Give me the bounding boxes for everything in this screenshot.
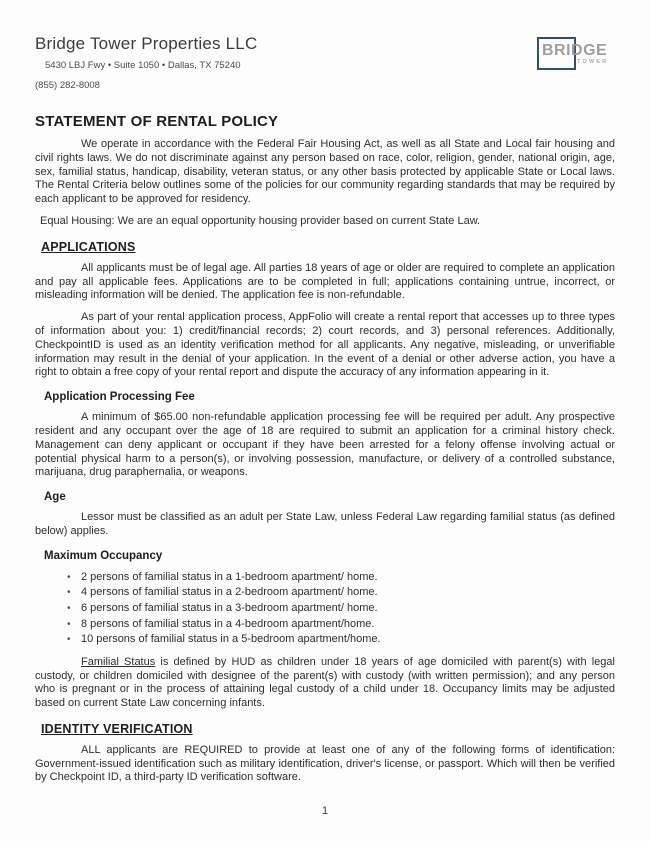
occupancy-list-item: • 2 persons of familial status in a 1-bedroom apartment/ home. — [67, 570, 615, 586]
occupancy-list-item: • 10 persons of familial status in a 5-bedroom apartment/home. — [67, 632, 615, 648]
applications-paragraph-2: As part of your rental application process, AppFolio will create a rental report that accesses up to three types of information about you: 1) credit/financial records; 2) court records, and 3) personal references. Additionally, CheckpointID is used as an identity verification method for all applicants. Any negative, misleading, or unverifiable information may result in the denial of your application. In the event of a denial or other adverse action, you have a right to obtain a free copy of your rental report and dispute the accuracy of any information appearing in it. — [35, 311, 615, 379]
occupancy-list-item: • 8 persons of familial status in a 4-bedroom apartment/home. — [67, 617, 615, 633]
logo-primary-text: BRIDGE — [542, 42, 608, 59]
document-header — [35, 34, 615, 91]
familial-status-term: Familial Status — [81, 655, 156, 668]
subheading-maximum-occupancy: Maximum Occupancy — [44, 549, 163, 562]
age-paragraph: Lessor must be classified as an adult per State Law, unless Federal Law regarding familial status (as defined below) applies. — [35, 511, 615, 537]
subheading-application-processing-fee: Application Processing Fee — [44, 391, 195, 404]
company-info — [35, 34, 257, 91]
applications-paragraph-1: All applicants must be of legal age. All parties 18 years of age or older are required to complete an application and pay all applicable fees. Applications are to be completed in full; applications containing untrue, incorrect, or misleading information will be denied. The application fee is non-refundable. — [35, 261, 615, 302]
logo-secondary-text: TOWER — [577, 59, 609, 65]
identity-verification-paragraph: ALL applicants are REQUIRED to provide at least one of any of the following forms of identification: Government-issued identification such as military identification, driver's license, or passport. Which will then be verified by Checkpoint ID, a third-party ID verification software. — [35, 743, 615, 784]
page-number: 1 — [321, 805, 329, 817]
intro-paragraph: We operate in accordance with the Federal Fair Housing Act, as well as all State and Local fair housing and civil rights laws. We do not discriminate against any person based on race, color, religion, gender, national origin, age, sex, familial status, handicap, disability, veteran status, or any other basis protected by applicable State or Local laws. The Rental Criteria below outlines some of the policies for our community regarding standards that may be required by each applicant to be approved for residency. — [35, 138, 615, 206]
company-address: 5430 LBJ Fwy • Suite 1050 • Dallas, TX 75240 — [45, 60, 241, 71]
familial-status-definition: is defined by HUD as children under 18 years of age domiciled with parent(s) with legal custody, or children domiciled with designee of the parent(s) with custody (with written permission); and any person who is pregnant or in the process of attaining legal custody of a child under 18. Occupancy limits may be adjusted based on current State Law concerning infants. — [35, 655, 615, 710]
occupancy-list-item: • 6 persons of familial status in a 3-bedroom apartment/ home. — [67, 601, 615, 617]
subheading-age: Age — [44, 491, 66, 504]
company-phone: (855) 282-8008 — [35, 80, 100, 91]
equal-housing-statement: Equal Housing: We are an equal opportunity housing provider based on current State Law. — [40, 214, 481, 227]
company-logo — [537, 36, 613, 72]
section-heading-identity-verification: IDENTITY VERIFICATION — [41, 721, 193, 736]
familial-status-paragraph — [35, 656, 615, 711]
occupancy-list-item: • 4 persons of familial status in a 2-bedroom apartment/ home. — [67, 585, 615, 601]
document-title: STATEMENT OF RENTAL POLICY — [35, 113, 279, 130]
occupancy-bullet-list — [35, 570, 615, 648]
company-name: Bridge Tower Properties LLC — [35, 34, 258, 53]
section-heading-applications: APPLICATIONS — [41, 239, 136, 254]
application-processing-fee-paragraph: A minimum of $65.00 non-refundable application processing fee will be required per adult. Any prospective resident and any occupant over the age of 18 are required to submit an application for a criminal history check. Management can deny applicant or occupant if they have been arrested for a felony offense involving actual or potential physical harm to a person(s), or involving possession, manufacture, or delivery of a controlled substance, marijuana, drug paraphernalia, or weapons. — [35, 411, 615, 479]
